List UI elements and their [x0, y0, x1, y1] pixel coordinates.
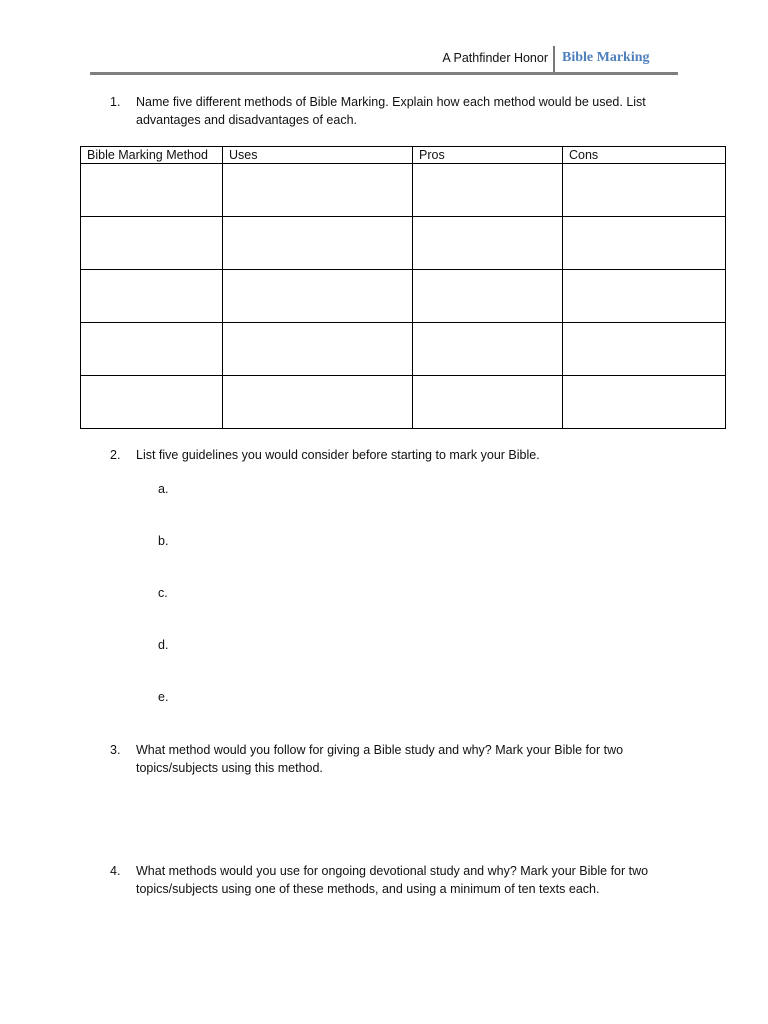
question-text-line: advantages and disadvantages of each.: [136, 113, 358, 127]
column-header-uses: Uses: [223, 147, 413, 164]
table-cell[interactable]: [223, 270, 413, 323]
table-cell[interactable]: [81, 217, 223, 270]
question-text-line: What method would you follow for giving a Bible study and why? Mark your Bible for two: [136, 743, 624, 757]
column-header-cons: Cons: [563, 147, 726, 164]
bible-marking-table: [80, 146, 726, 429]
table-cell[interactable]: [413, 217, 563, 270]
question-1: [110, 93, 670, 129]
table-cell[interactable]: [563, 323, 726, 376]
table-cell[interactable]: [413, 270, 563, 323]
guideline-item-b: b.: [158, 534, 169, 548]
table-row: [81, 323, 726, 376]
guideline-item-e: e.: [158, 690, 169, 704]
guideline-item-d: d.: [158, 638, 169, 652]
column-header-method: Bible Marking Method: [81, 147, 223, 164]
question-text-line: List five guidelines you would consider before starting to mark your Bible.: [136, 448, 540, 462]
question-3: [110, 741, 670, 777]
table-cell[interactable]: [81, 376, 223, 429]
question-2: [110, 446, 670, 464]
question-4: [110, 862, 670, 898]
question-number: 4.: [110, 864, 121, 878]
table-cell[interactable]: [563, 164, 726, 217]
table-cell[interactable]: [81, 323, 223, 376]
guideline-item-a: a.: [158, 482, 169, 496]
table-cell[interactable]: [563, 270, 726, 323]
table-row: [81, 376, 726, 429]
question-text-line: What methods would you use for ongoing devotional study and why? Mark your Bible for two: [136, 864, 649, 878]
table-cell[interactable]: [81, 164, 223, 217]
question-text-line: topics/subjects using one of these methods, and using a minimum of ten texts each.: [136, 882, 600, 896]
table-cell[interactable]: [413, 376, 563, 429]
table-cell[interactable]: [413, 164, 563, 217]
table-cell[interactable]: [81, 270, 223, 323]
question-number: 2.: [110, 448, 121, 462]
table-cell[interactable]: [563, 217, 726, 270]
header-rule: [90, 72, 678, 75]
header-title: Bible Marking: [562, 50, 650, 65]
header-separator: [553, 46, 555, 74]
table-row: [81, 164, 726, 217]
table-header-row: [81, 147, 726, 164]
table-row: [81, 270, 726, 323]
table-cell[interactable]: [223, 323, 413, 376]
guideline-item-c: c.: [158, 586, 168, 600]
header-subtitle: A Pathfinder Honor: [442, 51, 548, 65]
question-text-line: topics/subjects using this method.: [136, 761, 323, 775]
question-number: 3.: [110, 743, 121, 757]
table-cell[interactable]: [413, 323, 563, 376]
table-cell[interactable]: [563, 376, 726, 429]
table-cell[interactable]: [223, 217, 413, 270]
question-number: 1.: [110, 95, 121, 109]
table-cell[interactable]: [223, 164, 413, 217]
question-text-line: Name five different methods of Bible Marking. Explain how each method would be used. List: [136, 95, 646, 109]
table-row: [81, 217, 726, 270]
table-cell[interactable]: [223, 376, 413, 429]
column-header-pros: Pros: [413, 147, 563, 164]
